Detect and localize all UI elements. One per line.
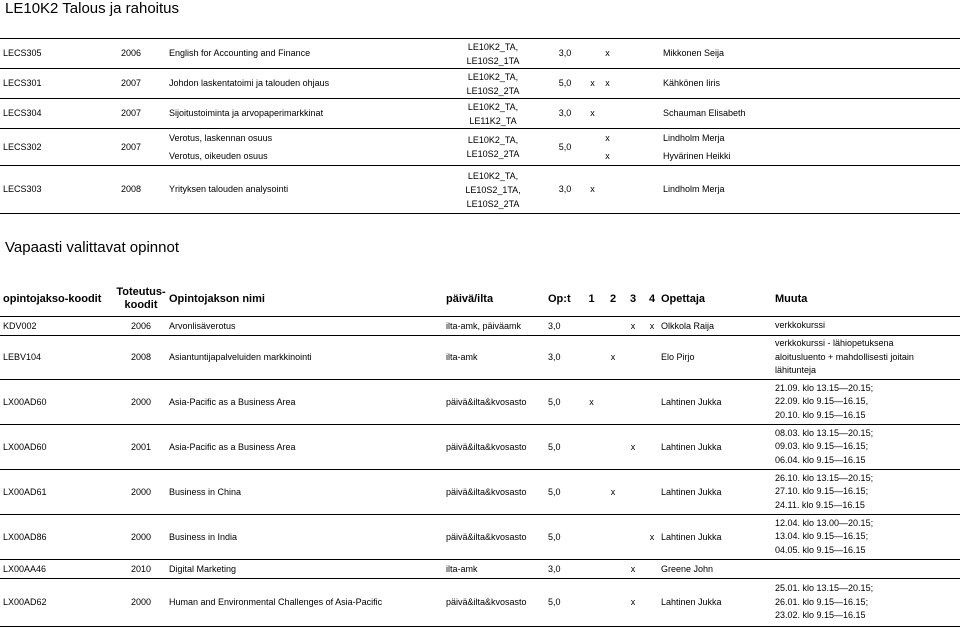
period-mark [603, 380, 623, 425]
elective-row [0, 425, 960, 470]
misc-note: 25.01. klo 13.15—20.15; [775, 583, 874, 594]
impl-code: 2000 [116, 515, 166, 560]
misc-note: 13.04. klo 9.15—16.15; [775, 531, 869, 542]
misc-note: verkkokurssi - lähiopetuksena [775, 338, 894, 349]
period-mark [643, 336, 661, 380]
period-mark [615, 39, 660, 69]
header-period-4: 4 [648, 292, 656, 305]
header-code: opintojakso-koodit [3, 292, 102, 305]
elective-row [0, 470, 960, 515]
course-code: LECS304 [0, 99, 120, 129]
misc-notes [775, 470, 960, 515]
period-mark [615, 99, 660, 129]
credits: 5,0 [545, 380, 580, 425]
impl-code: 2006 [116, 317, 166, 336]
misc-notes [775, 317, 960, 336]
credits: 3,0 [545, 560, 580, 579]
teacher-name: Lahtinen Jukka [661, 579, 775, 627]
group-code: LE10K2_TA, [467, 135, 519, 145]
period-mark [580, 425, 603, 470]
elective-row [0, 515, 960, 560]
misc-notes [775, 515, 960, 560]
period-mark [585, 39, 600, 69]
course-code: LECS301 [0, 69, 120, 99]
misc-note: aloitusluento + mahdollisesti joitain [775, 351, 914, 362]
header-period-1: 1 [588, 292, 595, 305]
course-code: LX00AD61 [0, 470, 116, 515]
period-mark [603, 425, 623, 470]
group-code: LE10S2_2TA [466, 198, 520, 209]
teacher-name: Lahtinen Jukka [661, 470, 775, 515]
credits: 3,0 [545, 99, 585, 129]
period-mark [615, 69, 660, 99]
group-code: LE10S2_2TA [466, 149, 520, 159]
impl-code: 2000 [116, 579, 166, 627]
header-teacher: Opettaja [661, 292, 706, 305]
period-mark [580, 579, 603, 627]
teacher-name: Greene John [661, 560, 775, 579]
course-code: LEBV104 [0, 336, 116, 380]
group-code: LE11K2_TA [469, 115, 517, 126]
section-title: Vapaasti valittavat opinnot [5, 239, 180, 256]
misc-note: 12.04. klo 13.00—20.15; [775, 517, 874, 528]
course-name: Arvonlisäverotus [166, 317, 443, 336]
course-row [0, 129, 960, 166]
impl-code: 2008 [116, 336, 166, 380]
period-mark: x [585, 99, 600, 129]
period-mark [580, 515, 603, 560]
course-code: LX00AD86 [0, 515, 116, 560]
misc-note: 22.09. klo 9.15—16.15, [775, 396, 869, 407]
credits: 5,0 [545, 470, 580, 515]
group-code: LE10K2_TA, [467, 101, 519, 112]
misc-note: 24.11. klo 9.15—16.15 [775, 499, 865, 510]
misc-note: 27.10. klo 9.15—16.15; [775, 486, 869, 497]
course-name: Digital Marketing [166, 560, 443, 579]
teacher-name: Mikkonen Seija [660, 39, 960, 69]
period-mark [643, 579, 661, 627]
period-mark [623, 470, 643, 515]
course-code: KDV002 [0, 317, 116, 336]
period-mark [623, 515, 643, 560]
course-table [0, 38, 960, 214]
header-op: Op:t [548, 292, 571, 305]
misc-note: 09.03. klo 9.15—16.15; [775, 441, 869, 452]
teacher-name: Kähkönen Iiris [660, 69, 960, 99]
group-code: LE10K2_TA, [467, 71, 519, 82]
period-mark [580, 560, 603, 579]
group-codes [441, 69, 545, 99]
period-mark [603, 560, 623, 579]
credits: 5,0 [545, 69, 585, 99]
course-name: Asia-Pacific as a Business Area [166, 380, 443, 425]
teacher-name: Lindholm Merja [660, 166, 960, 214]
day-evening: ilta-amk, päiväamk [443, 317, 545, 336]
period-mark [643, 470, 661, 515]
course-year: 2008 [120, 166, 166, 214]
credits: 5,0 [545, 425, 580, 470]
period-mark [643, 560, 661, 579]
period-mark [585, 129, 600, 166]
teacher-name: Lindholm Merja [663, 133, 725, 143]
period-mark [603, 579, 623, 627]
period-mark [643, 380, 661, 425]
period-mark [623, 336, 643, 380]
period-mark: x [585, 166, 600, 214]
period-mark [600, 166, 615, 214]
header-impl: Toteutus-koodit [116, 286, 166, 311]
misc-notes [775, 380, 960, 425]
period-mark: x [605, 151, 610, 161]
course-name: Yrityksen talouden analysointi [166, 166, 441, 214]
page-title: LE10K2 Talous ja rahoitus [5, 0, 180, 17]
period-mark: x [623, 560, 643, 579]
credits: 3,0 [545, 166, 585, 214]
course-name: Johdon laskentatoimi ja talouden ohjaus [166, 69, 441, 99]
teacher-name: Schauman Elisabeth [660, 99, 960, 129]
misc-note: lähitunteja [775, 365, 817, 376]
course-name: Asia-Pacific as a Business Area [166, 425, 443, 470]
course-year: 2007 [120, 69, 166, 99]
period-mark [615, 166, 660, 214]
period-mark: x [585, 69, 600, 99]
period-marks [600, 129, 615, 166]
group-code: LE10S2_1TA [466, 55, 520, 66]
header-period-3: 3 [629, 292, 637, 305]
group-codes [441, 99, 545, 129]
course-code: LX00AD60 [0, 380, 116, 425]
course-year: 2006 [120, 39, 166, 69]
course-year: 2007 [120, 129, 166, 166]
course-name: Business in India [166, 515, 443, 560]
impl-code: 2000 [116, 380, 166, 425]
credits: 3,0 [545, 39, 585, 69]
elective-row [0, 317, 960, 336]
period-mark: x [605, 133, 610, 143]
group-code: LE10S2_2TA [466, 85, 520, 96]
elective-row [0, 579, 960, 627]
course-code: LECS305 [0, 39, 120, 69]
period-mark: x [623, 579, 643, 627]
elective-row [0, 336, 960, 380]
period-mark: x [623, 317, 643, 336]
course-row [0, 166, 960, 214]
credits: 5,0 [545, 579, 580, 627]
elective-row [0, 560, 960, 579]
misc-notes [775, 425, 960, 470]
period-mark: x [623, 425, 643, 470]
credits: 5,0 [545, 515, 580, 560]
day-evening: päivä&ilta&kvosasto [443, 579, 545, 627]
course-row [0, 99, 960, 129]
course-name: English for Accounting and Finance [166, 39, 441, 69]
misc-note: 21.09. klo 13.15—20.15; [775, 382, 874, 393]
day-evening: ilta-amk [443, 560, 545, 579]
group-code: LE10K2_TA, [467, 170, 519, 181]
period-mark: x [600, 39, 615, 69]
group-code: LE10S2_1TA, [465, 184, 521, 195]
period-mark [603, 515, 623, 560]
impl-code: 2010 [116, 560, 166, 579]
period-mark: x [603, 336, 623, 380]
misc-note: 26.01. klo 9.15—16.15; [775, 596, 869, 607]
misc-note: verkkokurssi [775, 320, 826, 331]
credits: 5,0 [545, 129, 585, 166]
header-row [0, 282, 960, 317]
day-evening: päivä&ilta&kvosasto [443, 515, 545, 560]
course-code: LX00AD62 [0, 579, 116, 627]
misc-note: 23.02. klo 9.15—16.15 [775, 610, 866, 621]
period-mark: x [600, 69, 615, 99]
header-misc: Muuta [775, 292, 808, 305]
course-name: Asiantuntijapalveluiden markkinointi [166, 336, 443, 380]
day-evening: päivä&ilta&kvosasto [443, 380, 545, 425]
day-evening: päivä&ilta&kvosasto [443, 470, 545, 515]
course-name: Sijoitustoiminta ja arvopaperimarkkinat [166, 99, 441, 129]
course-row [0, 69, 960, 99]
header-period-2: 2 [609, 292, 617, 305]
misc-note: 08.03. klo 13.15—20.15; [775, 427, 874, 438]
header-name: Opintojakson nimi [169, 292, 265, 305]
teacher-name: Lahtinen Jukka [661, 515, 775, 560]
impl-code: 2001 [116, 425, 166, 470]
group-codes [441, 129, 545, 166]
period-mark [580, 336, 603, 380]
period-mark: x [603, 470, 623, 515]
day-evening: ilta-amk [443, 336, 545, 380]
course-name-cell [166, 129, 441, 166]
teacher-name: Olkkola Raija [661, 317, 775, 336]
misc-note: 06.04. klo 9.15—16.15 [775, 454, 866, 465]
period-mark [600, 99, 615, 129]
misc-note: 20.10. klo 9.15—16.15 [775, 409, 866, 420]
misc-note: 04.05. klo 9.15—16.15 [775, 544, 866, 555]
teacher-name: Hyvärinen Heikki [663, 151, 731, 161]
period-mark [603, 317, 623, 336]
course-row [0, 39, 960, 69]
period-mark [643, 425, 661, 470]
period-mark: x [643, 515, 661, 560]
course-name: Human and Environmental Challenges of Asia-Pacific [166, 579, 443, 627]
teacher-name: Lahtinen Jukka [661, 380, 775, 425]
teachers [660, 129, 960, 166]
group-codes [441, 39, 545, 69]
misc-notes [775, 579, 960, 627]
course-code: LECS303 [0, 166, 120, 214]
credits: 3,0 [545, 317, 580, 336]
elective-table [0, 282, 960, 627]
period-mark [623, 380, 643, 425]
course-name: Business in China [166, 470, 443, 515]
credits: 3,0 [545, 336, 580, 380]
course-code: LECS302 [0, 129, 120, 166]
period-mark [615, 129, 660, 166]
period-mark [580, 317, 603, 336]
period-mark: x [643, 317, 661, 336]
period-mark: x [580, 380, 603, 425]
impl-code: 2000 [116, 470, 166, 515]
course-code: LX00AD60 [0, 425, 116, 470]
misc-notes [775, 560, 960, 579]
elective-row [0, 380, 960, 425]
misc-notes [775, 336, 960, 380]
teacher-name: Lahtinen Jukka [661, 425, 775, 470]
misc-note: 26.10. klo 13.15—20.15; [775, 472, 874, 483]
course-name: Verotus, oikeuden osuus [169, 151, 268, 161]
group-code: LE10K2_TA, [467, 41, 519, 52]
header-time: päivä/ilta [446, 292, 494, 305]
period-mark [580, 470, 603, 515]
course-year: 2007 [120, 99, 166, 129]
course-name: Verotus, laskennan osuus [169, 133, 273, 143]
teacher-name: Elo Pirjo [661, 336, 775, 380]
group-codes [441, 166, 545, 214]
course-code: LX00AA46 [0, 560, 116, 579]
day-evening: päivä&ilta&kvosasto [443, 425, 545, 470]
